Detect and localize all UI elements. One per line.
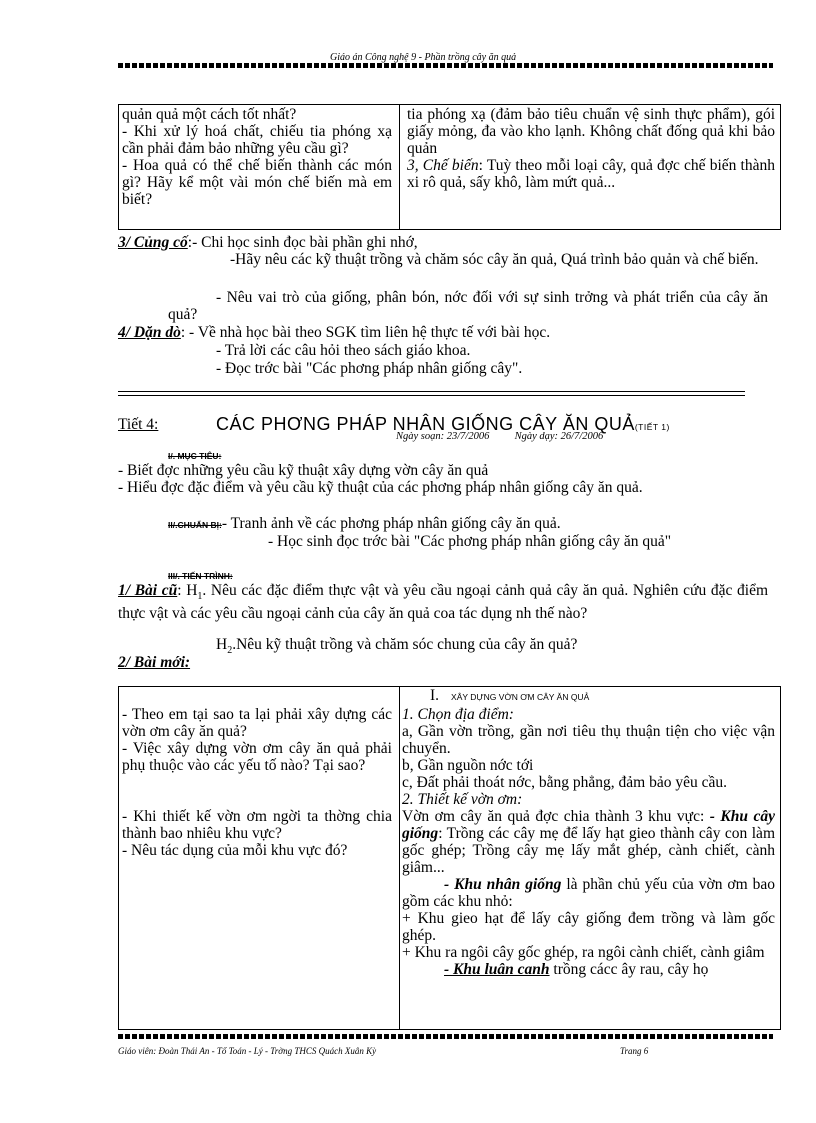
footer-page-number: Trang 6 — [620, 1046, 649, 1056]
teaching-date: Ngày dạy: 26/7/2006 — [514, 431, 604, 442]
objective-line-1: - Biết đợc những yêu cầu kỹ thuật xây dựng vờn cây ăn quả — [118, 462, 489, 479]
section-separator — [118, 391, 745, 396]
content-line: a, Gần vờn trồng, gần nơi tiêu thụ thuận tiện cho việc vận chuyển. — [402, 723, 775, 757]
consolidation-line-2: -Hãy nêu các kỹ thuật trồng và chăm sóc cây ăn quả, Quá trình bảo quản và chế biến. — [230, 251, 759, 268]
table-divider — [399, 687, 400, 1029]
question-line: quản quả một cách tốt nhất? — [122, 106, 297, 123]
content-line: c, Đất phải thoát nớc, bằng phẳng, đảm bảo yêu cầu. — [402, 774, 727, 791]
page-header: Giáo án Công nghệ 9 - Phần trồng cây ăn quả — [330, 52, 517, 63]
teacher-questions-column — [122, 706, 392, 859]
question-line: - Hoa quả có thể chế biến thành các món gì? Hãy kể một vài món chế biến mà em biết? — [122, 157, 392, 208]
previous-lesson-question-2: $H_2.Nêu$ kỹ thuật trồng và chăm sóc chung của cây ăn quả? — [216, 636, 578, 657]
question-line: - Khi thiết kế vờn ơm ngời ta thờng chia thành bao nhiêu khu vực? — [122, 808, 392, 842]
consolidation-label: 3/ Củng cố — [118, 234, 188, 251]
content-line: - Khu nhân giống là phần chủ yếu của vờn ơm bao gồm các khu nhỏ: — [402, 876, 775, 910]
preparation-heading: II/.CHUẨN BỊ: — [168, 520, 222, 530]
review-answers-column — [407, 106, 775, 191]
question-line: - Khi xử lý hoá chất, chiếu tia phóng xạ cần phải đảm bảo những yêu cầu gì? — [122, 123, 392, 157]
objective-line-2: - Hiểu đợc đặc điểm và yêu cầu kỹ thuật của các phơng pháp nhân giống cây ăn quả. — [118, 479, 643, 496]
roman-numeral: I. — [430, 687, 440, 704]
question-line: - Việc xây dựng vờn ơm cây ăn quả phải phụ thuộc vào các yếu tố nào? Tại sao? — [122, 740, 392, 774]
lesson-dates — [396, 431, 603, 442]
footer-dashed-rule — [118, 1034, 773, 1039]
lesson-number: Tiết 4: — [118, 416, 159, 433]
procedure-heading: III/. TIẾN TRÌNH: — [168, 571, 233, 581]
homework-line-3: - Đọc trớc bài "Các phơng pháp nhân giống cây". — [216, 360, 523, 377]
homework-line-1: 4/ Dặn dò: - Về nhà học bài theo SGK tìm liên hệ thực tế với bài học. — [118, 324, 551, 341]
question-line: - Theo em tại sao ta lại phải xây dựng các vờn ơm cây ăn quả? — [122, 706, 392, 740]
previous-lesson-label: 1/ Bài cũ — [118, 582, 178, 599]
answer-line: : Tuỳ theo mỗi loại cây, quả đợc chế biến thành xi rô quả, sấy khô, làm mứt quả... — [407, 157, 775, 191]
section-heading: XÂY DỰNG VỜN ƠM CÂY ĂN QUẢ — [451, 692, 590, 702]
lesson-title: CÁC PHƠNG PHÁP NHÂN GIỐNG CÂY ĂN QUẢ(TIẾT 1) — [216, 414, 670, 434]
objectives-heading: I/. MỤC TIÊU: — [168, 451, 222, 461]
content-line: Vờn ơm cây ăn quả đợc chia thành 3 khu vực: - Khu cây giống: Trồng các cây mẹ để lấy hạt gieo thành cây con làm gốc ghép; Trồng cây mẹ lấy mắt ghép, cành chiết, cành giâm... — [402, 808, 775, 876]
question-line: - Nêu tác dụng của mỗi khu vực đó? — [122, 842, 348, 859]
preparation-line-2: - Học sinh đọc trớc bài "Các phơng pháp nhân giống cây ăn quả" — [268, 533, 672, 550]
lesson-part: (TIẾT 1) — [634, 422, 670, 432]
homework-label: 4/ Dặn dò — [118, 324, 181, 341]
table-divider — [399, 105, 400, 229]
content-line: + Khu ra ngôi cây gốc ghép, ra ngôi cành chiết, cành giâm — [402, 944, 765, 961]
consolidation-line-3: - Nêu vai trò của giống, phân bón, nớc đối với sự sinh trởng và phát triển của cây ăn quả? — [168, 289, 768, 323]
homework-line-2: - Trả lời các câu hỏi theo sách giáo khoa. — [216, 342, 471, 359]
review-table — [118, 104, 781, 230]
content-line: b, Gần nguồn nớc tới — [402, 757, 534, 774]
answer-line: tia phóng xạ (đảm bảo tiêu chuẩn vệ sinh thực phẩm), gói giấy mỏng, đa vào kho lạnh. Không chất đống quả khi bảo quản — [407, 106, 775, 157]
prep-date: Ngày soạn: 23/7/2006 — [396, 431, 490, 442]
header-dashed-rule — [118, 63, 773, 68]
preparation-line-1: II/.CHUẨN BỊ:- Tranh ảnh về các phơng pháp nhân giống cây ăn quả. — [168, 515, 561, 532]
new-lesson-label: 2/ Bài mới: — [118, 654, 191, 671]
content-line: + Khu gieo hạt để lấy cây giống đem trồng và làm gốc ghép. — [402, 910, 775, 944]
subheading-design: 2. Thiết kế vờn ơm: — [402, 791, 523, 808]
content-line: - Khu luân canh trồng cácc ây rau, cây họ — [444, 961, 709, 978]
consolidation-line-1: 3/ Củng cố:- Chi học sinh đọc bài phần ghi nhớ, — [118, 234, 418, 251]
subheading-location: 1. Chọn địa điểm: — [402, 706, 514, 723]
lesson-content-column — [402, 687, 775, 1029]
review-questions-column — [122, 106, 392, 208]
lesson-table — [118, 686, 781, 1030]
footer-teacher: Giáo viên: Đoàn Thái An - Tổ Toán - Lý - Trờng THCS Quách Xuân Kỳ — [118, 1046, 377, 1056]
answer-subheading: 3, Chế biến — [407, 157, 479, 174]
previous-lesson-question: 1/ Bài cũ: $H_1$. Nêu các đặc điểm thực vật và yêu cầu ngoại cảnh quả cây ăn quả. Nghiên cứu đặc điểm thực vật và các yêu cầu ngoại cảnh của cây ăn quả coa tác dụng nh thế nào? — [118, 582, 769, 623]
